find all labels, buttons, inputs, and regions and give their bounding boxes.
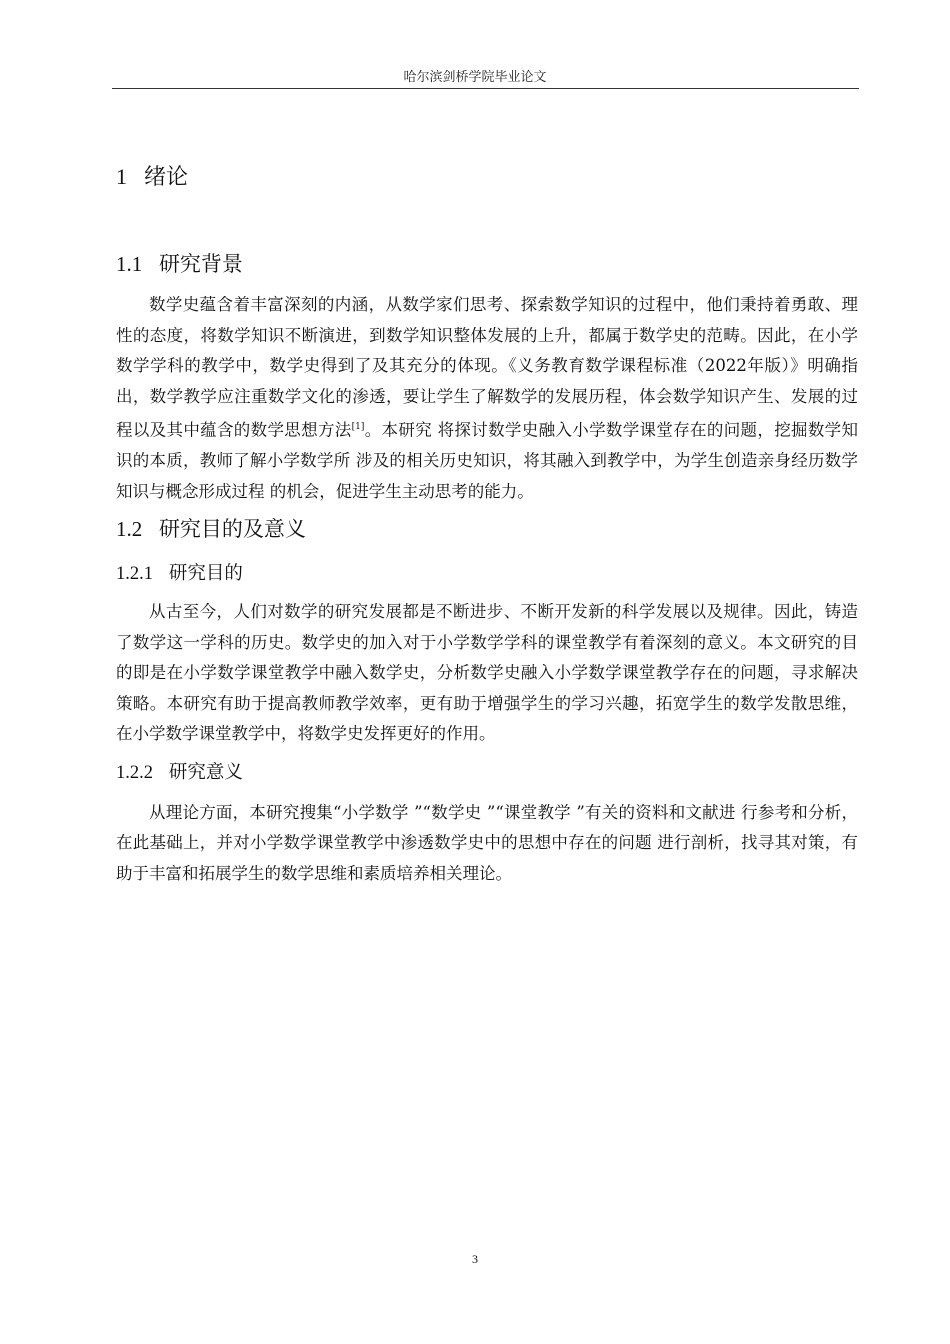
- paragraph-purpose: 从古至今，人们对数学的研究发展都是不断进步、不断开发新的科学发展以及规律。因此，铸造了数学这一学科的历史。数学史的加入对于小学数学学科的课堂教学有着深刻的意义。本文研究的目的即是在小学数学课堂教学中融入数学史，分析数学史融入小学数学课堂教学存在的问题，寻求解决策略。本研究有助于提高教师教学效率，更有助于增强学生的学习兴趣，拓宽学生的数学发散思维，在小学数学课堂教学中，将数学史发挥更好的作用。: [116, 602, 858, 743]
- section-heading-1-2: [116, 515, 858, 543]
- running-header: 哈尔滨剑桥学院毕业论文: [403, 70, 547, 85]
- section-title: 研究背景: [158, 252, 243, 276]
- subsection-title: 研究意义: [168, 761, 243, 783]
- chapter-number: 1: [116, 164, 127, 189]
- page-number: 3: [472, 1252, 478, 1266]
- subsection-heading-1-2-1: [116, 561, 858, 587]
- header-divider: [112, 88, 859, 89]
- citation-marker: [1]: [351, 422, 365, 432]
- section-heading-1-1: [116, 250, 858, 278]
- chapter-heading: [116, 162, 858, 204]
- subsection-heading-1-2-2: [116, 760, 858, 786]
- paragraph-significance: 从理论方面，本研究搜集“小学数学 ”“数学史 ”“课堂教学 ”有关的资料和文献进 行参考和分析，在此基础上，并对小学数学课堂教学中渗透数学史中的思想中存在的问题 进行剖析，找寻其对策，有助于丰富和拓展学生的数学思维和素质培养相关理论。: [116, 802, 858, 883]
- subsection-number: 1.2.1: [116, 564, 153, 584]
- page-content: [116, 150, 858, 889]
- section-number: 1.1: [116, 252, 143, 276]
- section-title: 研究目的及意义: [158, 517, 306, 541]
- section-number: 1.2: [116, 517, 143, 541]
- paragraph-text: 数学史蕴含着丰富深刻的内涵，从数学家们思考、探索数学知识的过程中，他们秉持着勇敢、理性的态度，将数学知识不断演进，到数学知识整体发展的上升，都属于数学史的范畴。因此，在小学数学学科的教学中，数学史得到了及其充分的体现。《义务教育数学课程标准（2022年版）》明确指出，数学教学应注重数学文化的渗透，要让学生了解数学的发展历程，体会数学知识产生、发展的过程以及其中蕴含的数学思想方法: [116, 295, 858, 440]
- paragraph-text: 。本研究 将探讨数学史融入小学数学课堂存在的问题，挖掘数学知识的本质，教师了解小学数学所 涉及的相关历史知识，将其融入到教学中，为学生创造亲身经历数学知识与概念形成过程 的机会，促进学生主动思考的能力。: [116, 420, 859, 501]
- paragraph-background: [116, 290, 858, 507]
- subsection-title: 研究目的: [168, 563, 243, 584]
- chapter-title: 绪论: [144, 165, 189, 190]
- subsection-number: 1.2.2: [116, 762, 153, 783]
